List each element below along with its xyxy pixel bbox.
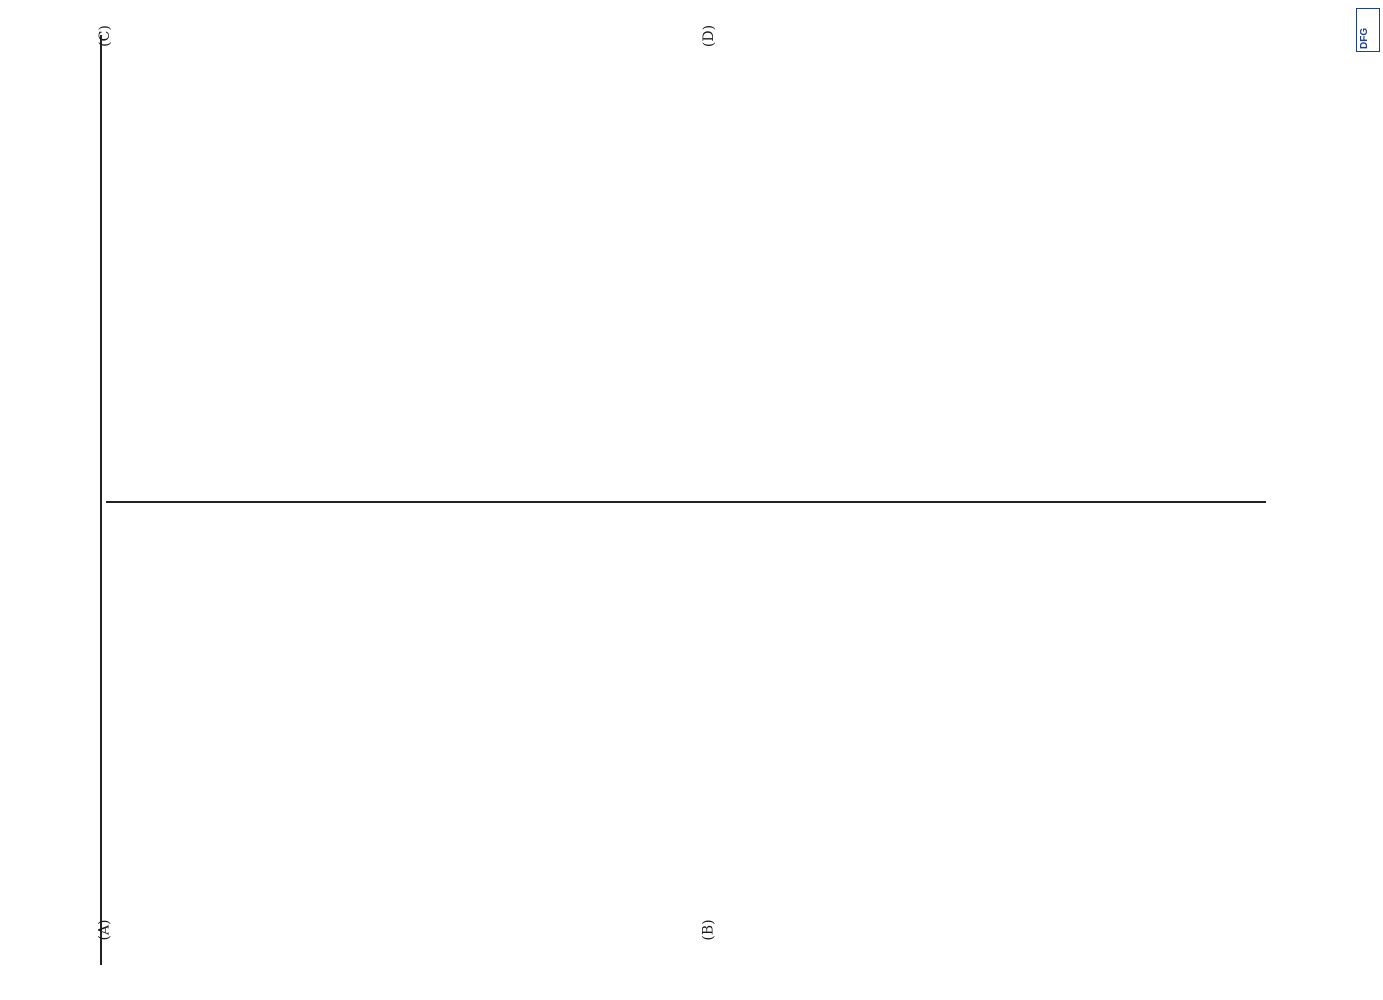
header-rule — [100, 35, 102, 965]
digitization-notice — [1356, 20, 1376, 970]
text-column-right — [106, 47, 1256, 487]
margin-letter-a: (A) — [96, 919, 113, 941]
text-column-left — [106, 521, 1256, 961]
dfg-logo-text: DFG — [1359, 27, 1370, 49]
margin-letter-d: (D) — [701, 24, 718, 48]
page-header — [70, 35, 96, 965]
printed-page — [70, 35, 1280, 965]
margin-letter-c: (C) — [96, 25, 113, 47]
column-divider — [106, 501, 1266, 503]
margin-letter-b: (B) — [700, 919, 717, 941]
